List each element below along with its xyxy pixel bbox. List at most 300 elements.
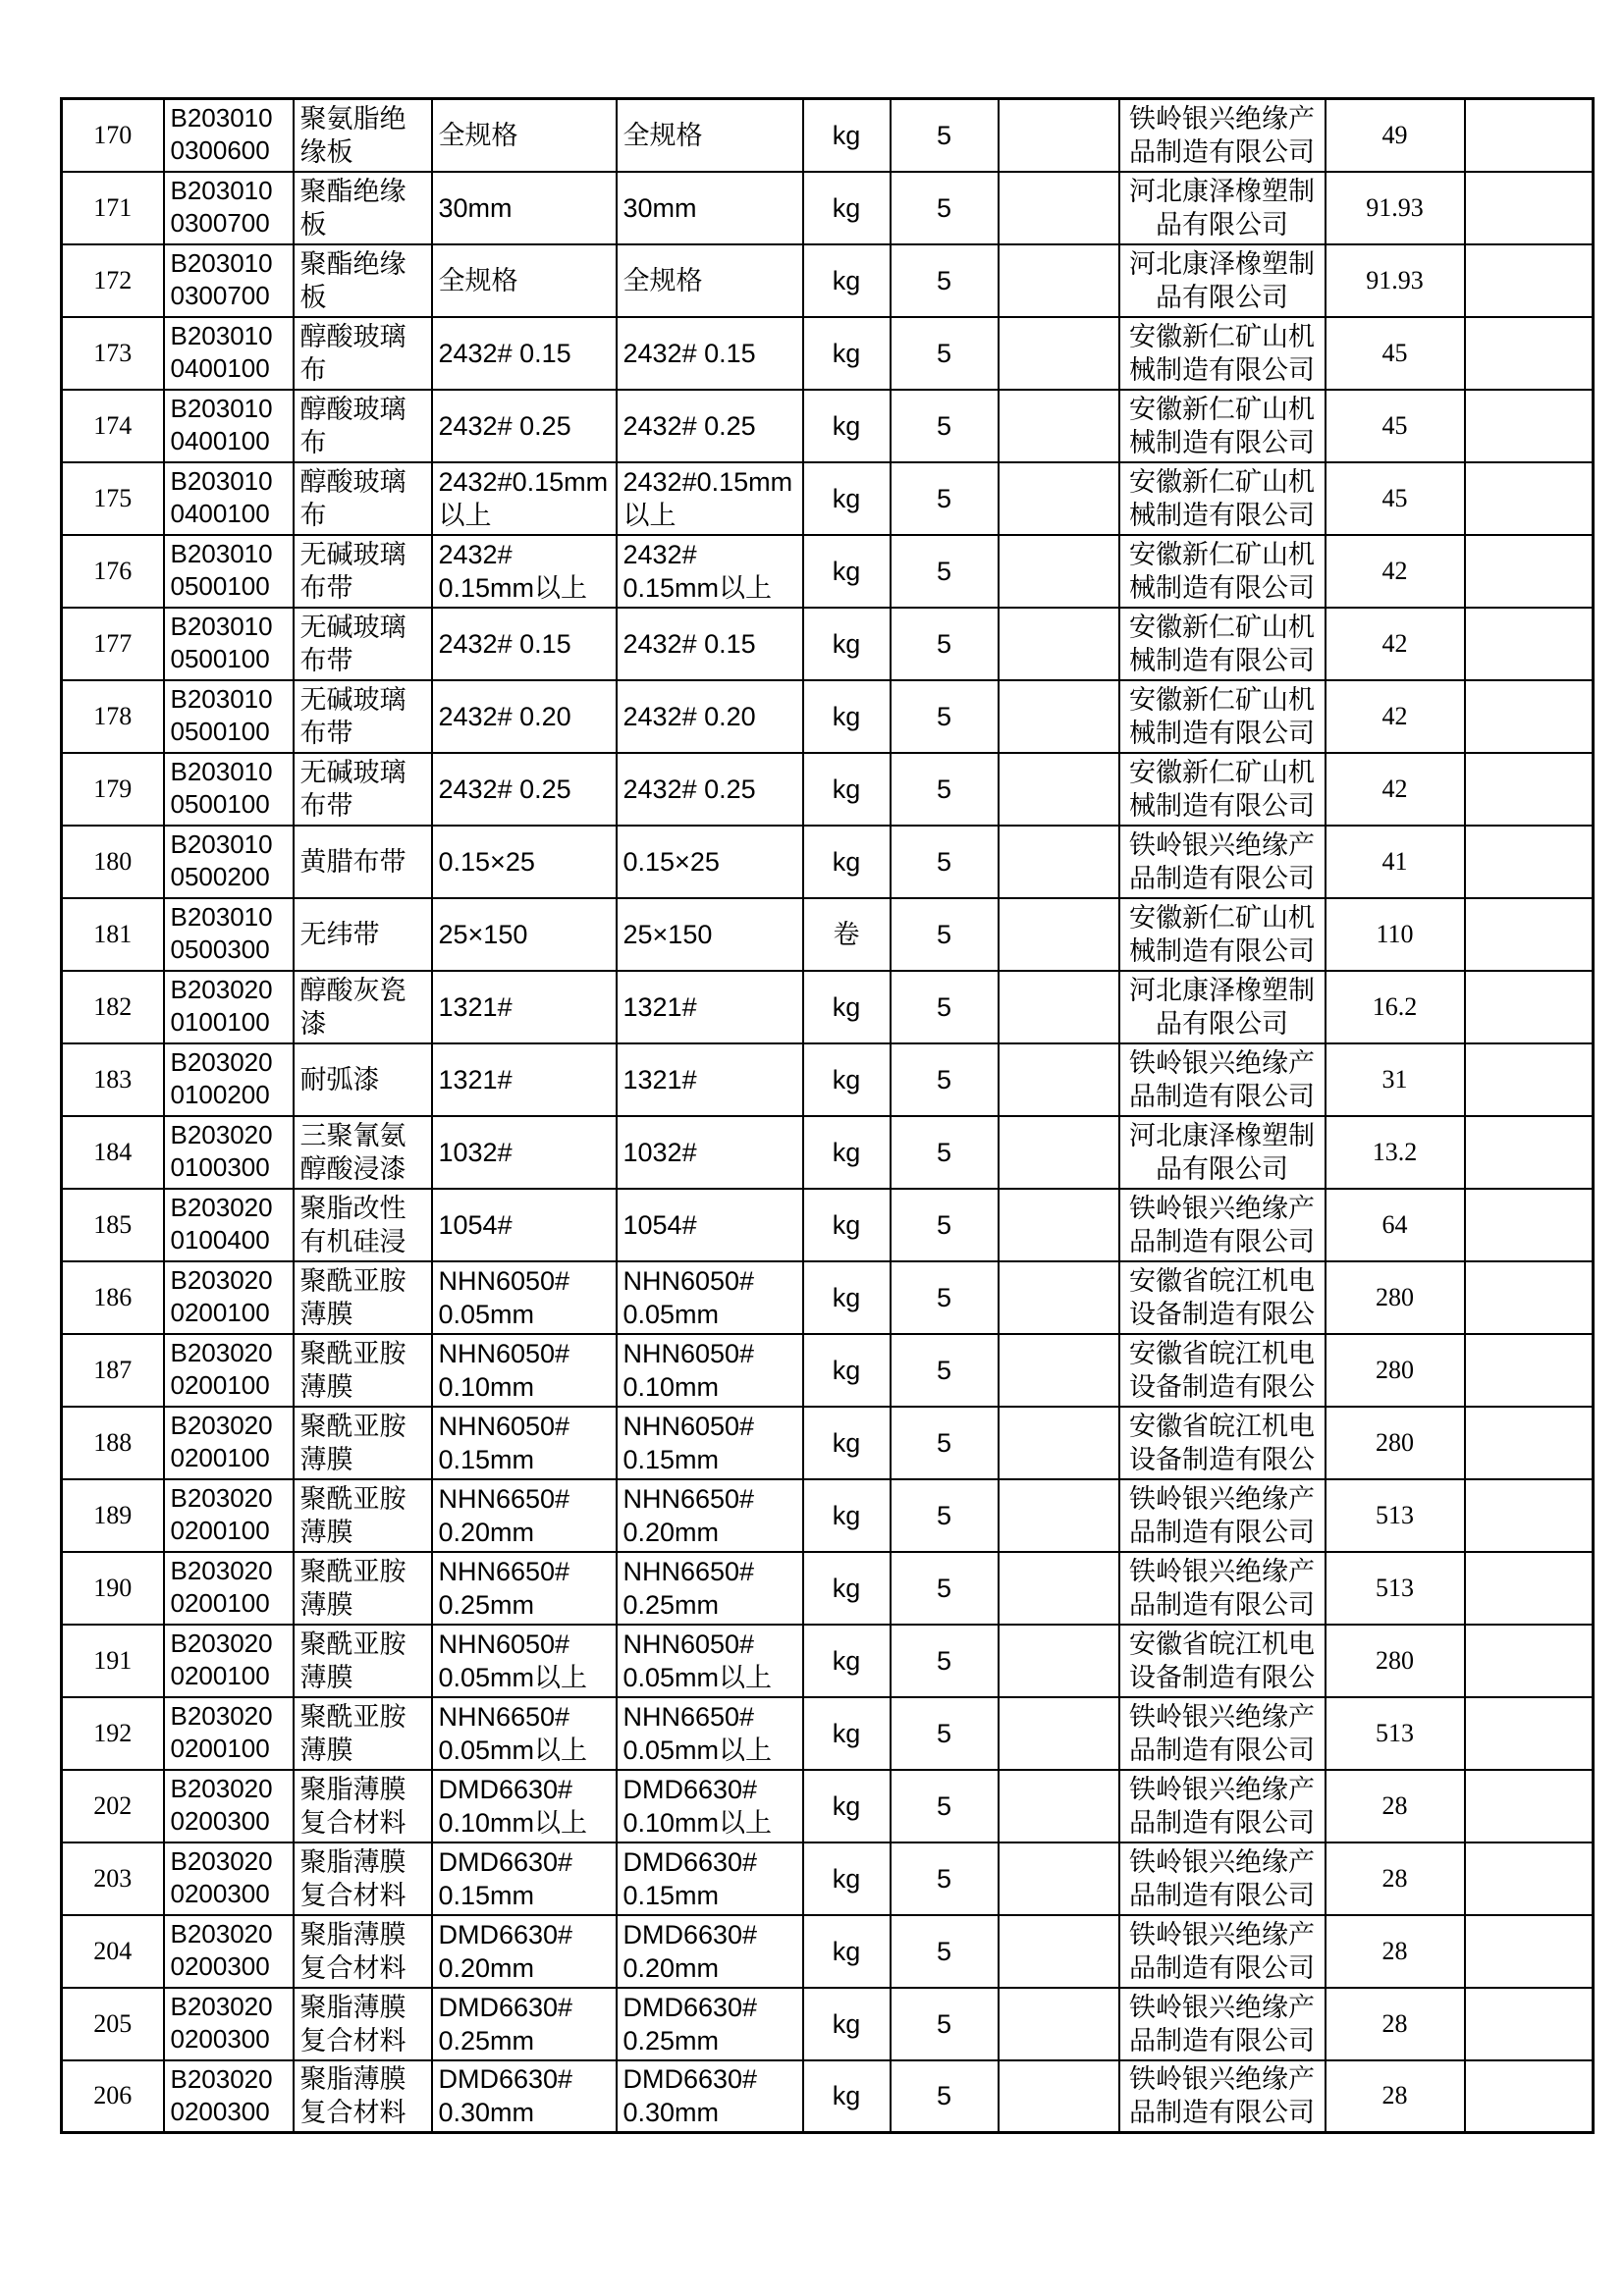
note-cell xyxy=(999,1915,1119,1988)
spec-cell: 30mm xyxy=(432,172,617,244)
row-number-cell: 183 xyxy=(62,1043,164,1116)
extra-cell xyxy=(1465,1770,1594,1842)
item-name-cell: 聚脂薄膜 复合材料 xyxy=(294,1915,432,1988)
extra-cell xyxy=(1465,826,1594,898)
table-row xyxy=(62,535,1594,608)
extra-cell xyxy=(1465,462,1594,535)
item-name-cell: 聚脂改性 有机硅浸 xyxy=(294,1189,432,1261)
unit-cell: kg xyxy=(803,1915,891,1988)
item-name-cell: 聚酰亚胺 薄膜 xyxy=(294,1625,432,1697)
item-name-cell: 聚氨脂绝 缘板 xyxy=(294,99,432,172)
unit-cell: kg xyxy=(803,826,891,898)
extra-cell xyxy=(1465,898,1594,971)
item-code-cell: B203010 0500200 xyxy=(164,826,294,898)
table-row xyxy=(62,462,1594,535)
spec-cell: 1054# xyxy=(432,1189,617,1261)
price-cell: 513 xyxy=(1326,1552,1465,1625)
row-number-cell: 174 xyxy=(62,390,164,462)
model-cell: 2432# 0.20 xyxy=(617,680,803,753)
item-code-cell: B203020 0200300 xyxy=(164,1915,294,1988)
table-row xyxy=(62,680,1594,753)
note-cell xyxy=(999,172,1119,244)
extra-cell xyxy=(1465,244,1594,317)
item-name-cell: 无纬带 xyxy=(294,898,432,971)
unit-cell: kg xyxy=(803,680,891,753)
note-cell xyxy=(999,971,1119,1043)
table-row xyxy=(62,826,1594,898)
quantity-cell: 5 xyxy=(891,1189,999,1261)
unit-cell: kg xyxy=(803,462,891,535)
note-cell xyxy=(999,1988,1119,2060)
model-cell: DMD6630# 0.15mm xyxy=(617,1842,803,1915)
item-code-cell: B203010 0400100 xyxy=(164,317,294,390)
supplier-cell: 安徽新仁矿山机 械制造有限公司 xyxy=(1119,608,1326,680)
supplier-cell: 安徽新仁矿山机 械制造有限公司 xyxy=(1119,390,1326,462)
table-row xyxy=(62,1479,1594,1552)
supplier-cell: 河北康泽橡塑制 品有限公司 xyxy=(1119,1116,1326,1189)
item-name-cell: 黄腊布带 xyxy=(294,826,432,898)
extra-cell xyxy=(1465,99,1594,172)
extra-cell xyxy=(1465,1988,1594,2060)
model-cell: 1032# xyxy=(617,1116,803,1189)
supplier-cell: 铁岭银兴绝缘产 品制造有限公司 xyxy=(1119,2060,1326,2133)
note-cell xyxy=(999,1116,1119,1189)
unit-cell: kg xyxy=(803,2060,891,2133)
spec-cell: NHN6650# 0.25mm xyxy=(432,1552,617,1625)
extra-cell xyxy=(1465,1261,1594,1334)
item-name-cell: 聚酰亚胺 薄膜 xyxy=(294,1334,432,1407)
row-number-cell: 172 xyxy=(62,244,164,317)
row-number-cell: 181 xyxy=(62,898,164,971)
extra-cell xyxy=(1465,1334,1594,1407)
spec-cell: NHN6650# 0.20mm xyxy=(432,1479,617,1552)
model-cell: NHN6050# 0.10mm xyxy=(617,1334,803,1407)
supplier-cell: 铁岭银兴绝缘产 品制造有限公司 xyxy=(1119,1842,1326,1915)
supplier-cell: 铁岭银兴绝缘产 品制造有限公司 xyxy=(1119,826,1326,898)
item-code-cell: B203010 0500100 xyxy=(164,753,294,826)
quantity-cell: 5 xyxy=(891,172,999,244)
spec-cell: NHN6050# 0.15mm xyxy=(432,1407,617,1479)
note-cell xyxy=(999,1697,1119,1770)
row-number-cell: 205 xyxy=(62,1988,164,2060)
quantity-cell: 5 xyxy=(891,1988,999,2060)
model-cell: 2432# 0.25 xyxy=(617,390,803,462)
note-cell xyxy=(999,1189,1119,1261)
row-number-cell: 176 xyxy=(62,535,164,608)
quantity-cell: 5 xyxy=(891,535,999,608)
supplier-cell: 安徽新仁矿山机 械制造有限公司 xyxy=(1119,317,1326,390)
model-cell: DMD6630# 0.20mm xyxy=(617,1915,803,1988)
item-name-cell: 聚脂薄膜 复合材料 xyxy=(294,1988,432,2060)
item-code-cell: B203020 0200300 xyxy=(164,1988,294,2060)
item-name-cell: 醇酸玻璃 布 xyxy=(294,390,432,462)
spec-cell: 2432# 0.15 xyxy=(432,608,617,680)
row-number-cell: 177 xyxy=(62,608,164,680)
quantity-cell: 5 xyxy=(891,753,999,826)
note-cell xyxy=(999,1407,1119,1479)
quantity-cell: 5 xyxy=(891,317,999,390)
spec-cell: 0.15×25 xyxy=(432,826,617,898)
extra-cell xyxy=(1465,2060,1594,2133)
price-cell: 31 xyxy=(1326,1043,1465,1116)
row-number-cell: 180 xyxy=(62,826,164,898)
extra-cell xyxy=(1465,172,1594,244)
table-row xyxy=(62,1261,1594,1334)
model-cell: 全规格 xyxy=(617,99,803,172)
extra-cell xyxy=(1465,1116,1594,1189)
supplier-cell: 安徽新仁矿山机 械制造有限公司 xyxy=(1119,753,1326,826)
unit-cell: kg xyxy=(803,608,891,680)
supplier-cell: 安徽省皖江机电 设备制造有限公 xyxy=(1119,1407,1326,1479)
model-cell: 2432# 0.15mm以上 xyxy=(617,535,803,608)
item-name-cell: 醇酸玻璃 布 xyxy=(294,317,432,390)
item-name-cell: 醇酸玻璃 布 xyxy=(294,462,432,535)
note-cell xyxy=(999,1043,1119,1116)
model-cell: NHN6650# 0.05mm以上 xyxy=(617,1697,803,1770)
spec-cell: NHN6050# 0.10mm xyxy=(432,1334,617,1407)
spec-cell: 2432# 0.15 xyxy=(432,317,617,390)
unit-cell: kg xyxy=(803,1043,891,1116)
price-cell: 45 xyxy=(1326,317,1465,390)
table-row xyxy=(62,1189,1594,1261)
row-number-cell: 173 xyxy=(62,317,164,390)
spec-cell: DMD6630# 0.25mm xyxy=(432,1988,617,2060)
table-row xyxy=(62,1116,1594,1189)
table-row xyxy=(62,244,1594,317)
unit-cell: kg xyxy=(803,1479,891,1552)
item-code-cell: B203020 0200100 xyxy=(164,1697,294,1770)
item-code-cell: B203020 0200100 xyxy=(164,1261,294,1334)
table-row xyxy=(62,390,1594,462)
row-number-cell: 179 xyxy=(62,753,164,826)
table-row xyxy=(62,1915,1594,1988)
row-number-cell: 191 xyxy=(62,1625,164,1697)
extra-cell xyxy=(1465,1552,1594,1625)
model-cell: NHN6050# 0.15mm xyxy=(617,1407,803,1479)
unit-cell: kg xyxy=(803,1988,891,2060)
price-cell: 13.2 xyxy=(1326,1116,1465,1189)
model-cell: NHN6650# 0.25mm xyxy=(617,1552,803,1625)
item-code-cell: B203020 0100100 xyxy=(164,971,294,1043)
model-cell: 全规格 xyxy=(617,244,803,317)
unit-cell: kg xyxy=(803,1552,891,1625)
extra-cell xyxy=(1465,1915,1594,1988)
quantity-cell: 5 xyxy=(891,1116,999,1189)
quantity-cell: 5 xyxy=(891,462,999,535)
extra-cell xyxy=(1465,1479,1594,1552)
spec-cell: 1321# xyxy=(432,1043,617,1116)
quantity-cell: 5 xyxy=(891,971,999,1043)
spec-cell: 全规格 xyxy=(432,244,617,317)
table-row xyxy=(62,1842,1594,1915)
item-name-cell: 无碱玻璃 布带 xyxy=(294,608,432,680)
note-cell xyxy=(999,826,1119,898)
row-number-cell: 182 xyxy=(62,971,164,1043)
item-code-cell: B203010 0500300 xyxy=(164,898,294,971)
spec-cell: NHN6050# 0.05mm xyxy=(432,1261,617,1334)
unit-cell: kg xyxy=(803,1770,891,1842)
model-cell: 0.15×25 xyxy=(617,826,803,898)
price-cell: 41 xyxy=(1326,826,1465,898)
item-code-cell: B203010 0500100 xyxy=(164,608,294,680)
item-name-cell: 无碱玻璃 布带 xyxy=(294,680,432,753)
spec-cell: 全规格 xyxy=(432,99,617,172)
item-code-cell: B203020 0200100 xyxy=(164,1479,294,1552)
item-name-cell: 聚酯绝缘 板 xyxy=(294,172,432,244)
extra-cell xyxy=(1465,535,1594,608)
row-number-cell: 206 xyxy=(62,2060,164,2133)
price-cell: 42 xyxy=(1326,680,1465,753)
quantity-cell: 5 xyxy=(891,1915,999,1988)
supplier-cell: 铁岭银兴绝缘产 品制造有限公司 xyxy=(1119,1479,1326,1552)
quantity-cell: 5 xyxy=(891,1261,999,1334)
price-cell: 280 xyxy=(1326,1261,1465,1334)
quantity-cell: 5 xyxy=(891,2060,999,2133)
row-number-cell: 187 xyxy=(62,1334,164,1407)
model-cell: NHN6050# 0.05mm xyxy=(617,1261,803,1334)
unit-cell: kg xyxy=(803,317,891,390)
price-cell: 45 xyxy=(1326,390,1465,462)
spec-cell: DMD6630# 0.15mm xyxy=(432,1842,617,1915)
row-number-cell: 175 xyxy=(62,462,164,535)
supplier-cell: 河北康泽橡塑制 品有限公司 xyxy=(1119,172,1326,244)
unit-cell: kg xyxy=(803,753,891,826)
table-row xyxy=(62,1407,1594,1479)
item-code-cell: B203020 0200300 xyxy=(164,2060,294,2133)
price-cell: 28 xyxy=(1326,1988,1465,2060)
row-number-cell: 178 xyxy=(62,680,164,753)
item-code-cell: B203020 0100300 xyxy=(164,1116,294,1189)
note-cell xyxy=(999,753,1119,826)
extra-cell xyxy=(1465,1043,1594,1116)
item-code-cell: B203020 0200300 xyxy=(164,1770,294,1842)
supplier-cell: 安徽省皖江机电 设备制造有限公 xyxy=(1119,1261,1326,1334)
note-cell xyxy=(999,317,1119,390)
extra-cell xyxy=(1465,317,1594,390)
item-code-cell: B203020 0200100 xyxy=(164,1407,294,1479)
model-cell: 2432# 0.15 xyxy=(617,317,803,390)
unit-cell: kg xyxy=(803,1116,891,1189)
table-row xyxy=(62,1334,1594,1407)
supplier-cell: 安徽新仁矿山机 械制造有限公司 xyxy=(1119,535,1326,608)
note-cell xyxy=(999,1334,1119,1407)
quantity-cell: 5 xyxy=(891,1043,999,1116)
note-cell xyxy=(999,244,1119,317)
row-number-cell: 189 xyxy=(62,1479,164,1552)
table-row xyxy=(62,317,1594,390)
extra-cell xyxy=(1465,390,1594,462)
note-cell xyxy=(999,898,1119,971)
item-name-cell: 聚酰亚胺 薄膜 xyxy=(294,1407,432,1479)
extra-cell xyxy=(1465,680,1594,753)
spec-cell: DMD6630# 0.10mm以上 xyxy=(432,1770,617,1842)
unit-cell: 卷 xyxy=(803,898,891,971)
note-cell xyxy=(999,608,1119,680)
quantity-cell: 5 xyxy=(891,1842,999,1915)
item-code-cell: B203010 0300700 xyxy=(164,172,294,244)
supplier-cell: 铁岭银兴绝缘产 品制造有限公司 xyxy=(1119,1915,1326,1988)
supplier-cell: 铁岭银兴绝缘产 品制造有限公司 xyxy=(1119,1189,1326,1261)
price-cell: 513 xyxy=(1326,1697,1465,1770)
note-cell xyxy=(999,1770,1119,1842)
row-number-cell: 192 xyxy=(62,1697,164,1770)
spec-cell: 2432# 0.15mm以上 xyxy=(432,535,617,608)
quantity-cell: 5 xyxy=(891,1770,999,1842)
table-body xyxy=(62,99,1594,2133)
price-cell: 64 xyxy=(1326,1189,1465,1261)
supplier-cell: 河北康泽橡塑制 品有限公司 xyxy=(1119,971,1326,1043)
price-cell: 91.93 xyxy=(1326,172,1465,244)
item-code-cell: B203010 0400100 xyxy=(164,390,294,462)
item-code-cell: B203020 0200100 xyxy=(164,1625,294,1697)
unit-cell: kg xyxy=(803,244,891,317)
item-name-cell: 耐弧漆 xyxy=(294,1043,432,1116)
quantity-cell: 5 xyxy=(891,826,999,898)
spec-cell: 1032# xyxy=(432,1116,617,1189)
model-cell: DMD6630# 0.30mm xyxy=(617,2060,803,2133)
table-row xyxy=(62,2060,1594,2133)
row-number-cell: 203 xyxy=(62,1842,164,1915)
model-cell: NHN6650# 0.20mm xyxy=(617,1479,803,1552)
model-cell: NHN6050# 0.05mm以上 xyxy=(617,1625,803,1697)
model-cell: 25×150 xyxy=(617,898,803,971)
item-code-cell: B203020 0200300 xyxy=(164,1842,294,1915)
unit-cell: kg xyxy=(803,1625,891,1697)
item-code-cell: B203010 0300700 xyxy=(164,244,294,317)
extra-cell xyxy=(1465,1189,1594,1261)
spec-cell: DMD6630# 0.30mm xyxy=(432,2060,617,2133)
price-cell: 28 xyxy=(1326,1770,1465,1842)
spec-cell: NHN6050# 0.05mm以上 xyxy=(432,1625,617,1697)
item-code-cell: B203010 0400100 xyxy=(164,462,294,535)
quantity-cell: 5 xyxy=(891,680,999,753)
table-row xyxy=(62,971,1594,1043)
item-name-cell: 聚酯绝缘 板 xyxy=(294,244,432,317)
note-cell xyxy=(999,680,1119,753)
note-cell xyxy=(999,2060,1119,2133)
supplier-cell: 安徽新仁矿山机 械制造有限公司 xyxy=(1119,898,1326,971)
item-name-cell: 三聚氰氨 醇酸浸漆 xyxy=(294,1116,432,1189)
row-number-cell: 188 xyxy=(62,1407,164,1479)
table-row xyxy=(62,1770,1594,1842)
quantity-cell: 5 xyxy=(891,1625,999,1697)
unit-cell: kg xyxy=(803,1697,891,1770)
row-number-cell: 185 xyxy=(62,1189,164,1261)
table-row xyxy=(62,1552,1594,1625)
table-row xyxy=(62,898,1594,971)
extra-cell xyxy=(1465,608,1594,680)
price-cell: 28 xyxy=(1326,2060,1465,2133)
price-cell: 513 xyxy=(1326,1479,1465,1552)
supplier-cell: 安徽省皖江机电 设备制造有限公 xyxy=(1119,1334,1326,1407)
supplier-cell: 安徽省皖江机电 设备制造有限公 xyxy=(1119,1625,1326,1697)
spec-cell: NHN6650# 0.05mm以上 xyxy=(432,1697,617,1770)
model-cell: 2432# 0.15 xyxy=(617,608,803,680)
note-cell xyxy=(999,390,1119,462)
quantity-cell: 5 xyxy=(891,1479,999,1552)
model-cell: 2432# 0.25 xyxy=(617,753,803,826)
item-name-cell: 无碱玻璃 布带 xyxy=(294,753,432,826)
model-cell: 2432#0.15mm 以上 xyxy=(617,462,803,535)
supplier-cell: 铁岭银兴绝缘产 品制造有限公司 xyxy=(1119,1697,1326,1770)
note-cell xyxy=(999,1552,1119,1625)
price-cell: 49 xyxy=(1326,99,1465,172)
extra-cell xyxy=(1465,753,1594,826)
item-name-cell: 聚脂薄膜 复合材料 xyxy=(294,1842,432,1915)
quantity-cell: 5 xyxy=(891,1697,999,1770)
table-row xyxy=(62,99,1594,172)
row-number-cell: 184 xyxy=(62,1116,164,1189)
model-cell: 1321# xyxy=(617,971,803,1043)
row-number-cell: 204 xyxy=(62,1915,164,1988)
unit-cell: kg xyxy=(803,390,891,462)
table-row xyxy=(62,1625,1594,1697)
unit-cell: kg xyxy=(803,535,891,608)
unit-cell: kg xyxy=(803,172,891,244)
quantity-cell: 5 xyxy=(891,99,999,172)
quantity-cell: 5 xyxy=(891,1334,999,1407)
unit-cell: kg xyxy=(803,1407,891,1479)
unit-cell: kg xyxy=(803,1261,891,1334)
note-cell xyxy=(999,1261,1119,1334)
supplier-cell: 铁岭银兴绝缘产 品制造有限公司 xyxy=(1119,99,1326,172)
table-row xyxy=(62,1043,1594,1116)
item-name-cell: 聚酰亚胺 薄膜 xyxy=(294,1552,432,1625)
item-code-cell: B203020 0200100 xyxy=(164,1552,294,1625)
quantity-cell: 5 xyxy=(891,390,999,462)
spec-cell: 2432# 0.25 xyxy=(432,390,617,462)
unit-cell: kg xyxy=(803,1189,891,1261)
item-name-cell: 醇酸灰瓷 漆 xyxy=(294,971,432,1043)
model-cell: 30mm xyxy=(617,172,803,244)
price-cell: 42 xyxy=(1326,535,1465,608)
model-cell: 1054# xyxy=(617,1189,803,1261)
price-cell: 42 xyxy=(1326,753,1465,826)
supplier-cell: 铁岭银兴绝缘产 品制造有限公司 xyxy=(1119,1552,1326,1625)
extra-cell xyxy=(1465,1625,1594,1697)
price-cell: 16.2 xyxy=(1326,971,1465,1043)
row-number-cell: 202 xyxy=(62,1770,164,1842)
quantity-cell: 5 xyxy=(891,1552,999,1625)
item-code-cell: B203020 0200100 xyxy=(164,1334,294,1407)
note-cell xyxy=(999,462,1119,535)
spec-cell: DMD6630# 0.20mm xyxy=(432,1915,617,1988)
price-cell: 280 xyxy=(1326,1625,1465,1697)
unit-cell: kg xyxy=(803,1334,891,1407)
extra-cell xyxy=(1465,1407,1594,1479)
row-number-cell: 171 xyxy=(62,172,164,244)
quantity-cell: 5 xyxy=(891,1407,999,1479)
item-code-cell: B203020 0100400 xyxy=(164,1189,294,1261)
note-cell xyxy=(999,1625,1119,1697)
unit-cell: kg xyxy=(803,1842,891,1915)
table-row xyxy=(62,1697,1594,1770)
supplier-cell: 安徽新仁矿山机 械制造有限公司 xyxy=(1119,462,1326,535)
row-number-cell: 170 xyxy=(62,99,164,172)
price-cell: 45 xyxy=(1326,462,1465,535)
item-code-cell: B203020 0100200 xyxy=(164,1043,294,1116)
item-code-cell: B203010 0500100 xyxy=(164,535,294,608)
price-cell: 280 xyxy=(1326,1334,1465,1407)
note-cell xyxy=(999,1842,1119,1915)
row-number-cell: 190 xyxy=(62,1552,164,1625)
price-cell: 42 xyxy=(1326,608,1465,680)
model-cell: DMD6630# 0.25mm xyxy=(617,1988,803,2060)
row-number-cell: 186 xyxy=(62,1261,164,1334)
price-cell: 280 xyxy=(1326,1407,1465,1479)
spec-cell: 2432# 0.20 xyxy=(432,680,617,753)
unit-cell: kg xyxy=(803,99,891,172)
